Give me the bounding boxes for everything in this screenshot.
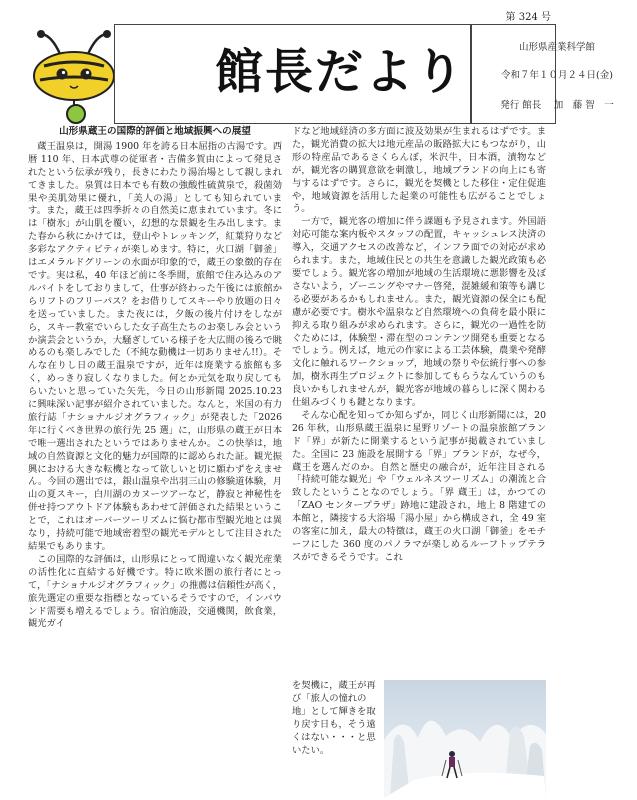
- article-column-right: [292, 126, 546, 565]
- article-paragraph: ドなど地域経済の多方面に波及効果が生まれるはずです。また，観光消費の拡大は地元産品の販路拡大にもつながり，山形の特産品であるさくらんぼ，米沢牛，日本酒，漬物などが，観光客の購買意欲を刺激し，地域ブランドの向上にも寄与するはずです。さらに，観光を契機とした移住・定住促進や，地域資源を活用した起業の可能性も広がることでしょう。: [292, 126, 546, 215]
- issue-number: 第 324 号: [505, 12, 551, 23]
- issue-date: 令和７年１０月２４日(金): [501, 70, 613, 81]
- article-paragraph: そんな心配を知ってか知らずか，同じく山形新聞には，2026 年秋，山形県蔵王温泉に星野リゾートの温泉旅館ブランド「界」が新たに開業するという記事が掲載されていました。全国に 23 施設を展開する「界」ブランドが，なぜ今，蔵王を選んだのか。自然と歴史の融合が，近年注目される「持続可能な観光」や「ウェルネスツーリズム」の潮流と合致したということなのでしょう。「界 蔵王」は，かつての「ZAO センタープラザ」跡地に建設され，地上 8 階建ての本館と，隣接する大浴場「湯小屋」から構成され，全 49 室の客室に加え，最大の特徴は，蔵王の火口湖「御釜」をモチーフにした 360 度のパノラマが楽しめるルーフトップテラスができるそうです。これ: [292, 409, 546, 563]
- article-paragraph: 蔵王温泉は，開湯 1900 年を誇る日本屈指の古湯です。西暦 110 年、日本武尊の従軍者・吉備多賀由によって発見されたという伝承が残り，長きにわたり湯治場として親しまれてきました。泉質は日本でも有数の強酸性硫黄泉で，殺菌効果や美肌効果に優れ，「美人の湯」としても知られています。また，蔵王は四季折々の自然美に恵まれています。冬には「樹氷」が山肌を覆い，幻想的な景観を生み出します。また春から秋にかけては，登山やトレッキング，紅葉狩りなど多彩なアクティビティが楽しめます。特に，火口湖「御釜」はエメラルドグリーンの水面が印象的で，蔵王の象徴的存在です。実は私，40 年ほど前に冬季間，旅館で住み込みのアルバイトをしておりまして，仕事が終わった午後には旅館からリフトのフリーパス？をお借りしてスキーやり放題の日々を送っていました。また夜には，夕飯の後片付けをしながら，スキー教室でいらした女子高生たちのお楽しみ会というか演芸会というか，大騒ぎしている様子を大広間の後ろで眺めるのも楽しみでした（不純な動機は一切ありません!!）。そんな在りし日の蔵王温泉ですが，近年は廃業する旅館も多く，めっきり寂しくなりました。何とか元気を取り戻してもらいたいと思っていた矢先，今日の山形新聞 2025.10.23 に興味深い記事が紹介されていました。なんと，米国の有力旅行誌「ナショナルジオグラフィック」が発表した「2026 年に行くべき世界の旅行先 25 選」に，山形県の蔵王が日本で唯一選出されたというではありませんか。この快挙は，地域の自然資源と文化的魅力が国際的に認められた証。観光振興における大きな転機となって欲しいと切に願わずをえません。今回の選出では，銀山温泉や出羽三山の修験道体験，月山の夏スキー，白川湖のカヌーツアーなど，静寂と神秘性を併せ持つアウトドア体験もあわせて評価された結果ということで，これはオーバーツーリズムに悩む都市型観光地とは異なり，持続可能で地域密着型の観光モデルとして注目された結果でもあります。: [28, 140, 282, 552]
- newsletter-title: 館長だより: [215, 44, 466, 100]
- zao-snow-monsters-photo: [384, 680, 546, 798]
- article-paragraph: この国際的な評価は，山形県にとって間違いなく観光産業の活性化に直結する好機です。特に欧米圏の旅行者にとって，「ナショナルジオグラフィック」の推薦は信頼性が高く，旅先選定の重要な指標となっているそうですので，インバウンド需要も増えるでしょう。宿泊施設，交通機関，飲食業，観光ガイ: [28, 553, 282, 630]
- publisher: 発行 館長 加 藤 智 一: [500, 100, 614, 111]
- header-divider: [470, 25, 472, 123]
- article-title: 山形県蔵王の国際的評価と地域振興への展望: [59, 126, 251, 137]
- header-box: [114, 24, 614, 124]
- org-name: 山形県産業科学館: [518, 42, 595, 53]
- article-paragraph: 一方で，観光客の増加に伴う課題も予見されます。外国語対応可能な案内板やスタッフの配置，キャッシュレス決済の導入，交通アクセスの改善など，インフラ面での対応が求められます。また，地域住民との共生を意識した観光政策も必要でしょう。観光客の増加が地域の生活環境に悪影響を及ぼさないよう，ゾーニングやマナー啓発，混雑緩和策等も講じる必要があるかもしれません。また，観光資源の保全にも配慮が必要です。樹氷や温泉など自然環境への負荷を最小限に抑える取り組みが求められます。さらに，観光の一過性を防ぐためには，体験型・滞在型のコンテンツ開発も重要となるでしょう。例えば，地元の作家による工芸体験，農業や発酵文化に触れるワークショップ，地域の祭りや伝統行事への参加，樹氷再生プロジェクトに参加してもらうなんていうのも良いかもしれませんが，観光客が地域の暮らしに深く関わる仕組みづくりも鍵となります。: [292, 216, 546, 409]
- article-column-left: [28, 126, 282, 631]
- article-closing-text: を契機に，蔵王が再び「旅人の憧れの地」として輝きを取り戻す日も，そう遠くはない・・・と思いたい。: [292, 680, 376, 756]
- bee-mascot-icon: [30, 28, 122, 124]
- header: [30, 24, 614, 122]
